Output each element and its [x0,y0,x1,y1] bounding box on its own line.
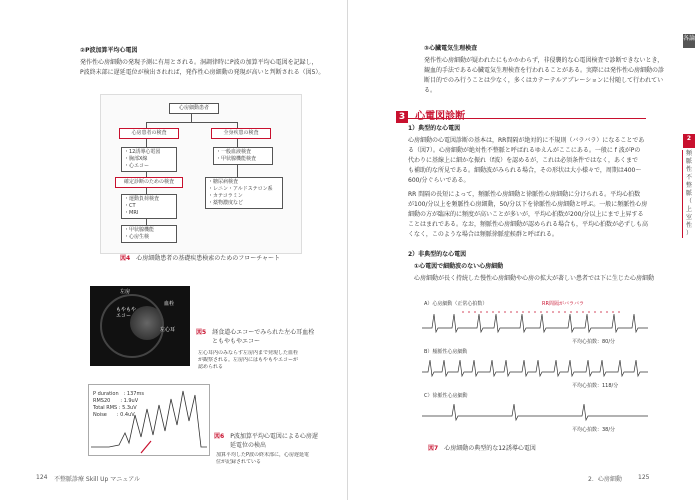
paragraph-line: 断目的でのみ行うことは少なく，多くはカテーテルアブレーションに付随して行われてい [424,77,664,84]
echo-label: 左心耳 [160,327,176,333]
paragraph-line: る（図7）。心房細動が絶対性不整脈と呼ばれるゆえんがここにある。一般に f 波がPの [408,147,641,154]
paragraph-line: 600/分ぐらいである。 [408,177,470,184]
footer-chapter: 2．心房細動 [588,476,622,483]
paragraph-line: くなく，このような場合は頻脈徐脈症候群と呼ばれる。 [408,231,558,238]
page-number: 125 [638,474,650,481]
echo-image [90,286,190,366]
flow-left-sub-header: 確定診断のための検査 [115,177,183,188]
ecg-figure [422,300,648,440]
ecg-c-rate: 平均心拍数：38/分 [572,427,616,433]
paragraph-line: が100/分以上を頻脈性心房細動，50/分以下を徐脈性心房細動と呼ぶ。一般に頻脈性心房 [408,201,648,208]
flow-left-items: ・12誘導心電図 ・胸部X線 ・心エコー [121,147,177,172]
echo-label: もやもや [116,307,137,313]
subsection-heading: 1）典型的な心電図 [408,125,461,132]
ecg-b-label: B）頻脈性心房細動 [424,349,468,355]
paragraph-line: も補助的な所見である。細動波がみられる場合，その形状は大小様々で，周期は400～ [408,167,642,174]
paragraph-line: 心房細動の心電図診断の基本は，RR間隔が絶対的に不規則（バラバラ）になることであ [408,137,645,144]
figure-5-caption: 図5 経食道心エコーでみられた左心耳血栓 [196,329,315,336]
paragraph-line: RR 間隔の長短によって，頻脈性心房細動と徐脈性心房細動に分けられる。平均心拍数 [408,191,641,198]
paragraph-line: 細動の方が臨床的に頻度が高いことが多いが，平均心拍数が200/分以上にまで上昇する [408,211,644,218]
paragraph-line: P波終末部に遅延電位が検出されれば，発作性心房細動の発現が高いと判断される（図5）。 [80,69,325,76]
paragraph-line: 発作性心房細動が疑われたにもかかわらず，非侵襲的な心電図検査で診断できないとき， [424,57,664,64]
figure-5-caption-line: ともやもやエコー [212,338,261,345]
section-heading: ②P波加算平均心電図 [80,47,138,54]
ecg-c-label: C）徐脈性心房細動 [424,393,468,399]
saecg-param: Total RMS : 5.3uV [93,405,137,411]
echo-label: 左房 [120,289,131,295]
figure-6-note: 位が記録されている [216,459,262,465]
subsection-heading: ①心電図で細動波のない心房細動 [414,263,504,270]
side-tab-text: 頻 脈 性 不 整 脈 （ 上 室 性 ） [682,150,695,238]
figure-7-caption: 図7 心房細動の典型的な12誘導心電図 [428,445,536,452]
right-page [348,0,695,500]
footer-title: 不整脈診療 Skill Up マニュアル [54,476,140,483]
flow-left-sub-items: ・運動負荷検査 ・CT ・MRI [121,194,177,219]
flowchart-figure [100,94,302,254]
figure-6-caption: 図6 P波加算平均心電図による心房遅 [214,433,318,440]
section-title: 心電図診断 [415,111,466,122]
echo-label: エコー [116,313,132,319]
flow-right-header: 全身疾患の検査 [211,128,271,139]
paragraph-line: る。 [424,87,437,94]
echo-label: 血栓 [164,301,175,307]
flow-right-items: ・一般血液検査 ・甲状腺機能検査 [213,147,273,165]
figure-4-caption: 図4 心房細動患者の基礎疾患検索のためのフローチャート [120,255,281,262]
ecg-b-rate: 平均心拍数：118/分 [572,383,619,389]
figure-5-note: 左心耳内のみならず左房内まで発現した血栓 [198,350,299,356]
figure-6-caption-line: 延電位の検出 [230,442,267,449]
figure-5-note: が観察される。左房内にはもやもやエコーが [198,357,299,363]
flow-right-sub-items: ・糖尿病検査 ・レニン・アルドステロン系 ・カテコラミン ・薬物濃度など [205,177,283,209]
ecg-a-rate: 平均心拍数：80/分 [572,339,616,345]
subsection-heading: ③心臓電気生理検査 [424,45,478,52]
subsection-heading: 2）非典型的な心電図 [408,251,467,258]
paragraph-line: 観血的手法である心臓電気生理検査を行われることがある。実際には発作性心房細動の診 [424,67,665,74]
figure-5-note: 認められる [198,364,224,370]
saecg-param: P duration : 137ms [93,391,144,397]
saecg-plot [88,384,210,456]
side-tab-top: 各論 [683,34,695,48]
saecg-param: RMS20 : 1.9uV [93,398,139,404]
paragraph-line: 心房細動が長く持続した慢性心房細動や心房の拡大が著しい患者では下に生じた心房細動 [414,275,655,282]
flow-left-bottom: ・甲状腺機能 ・心房生検 [121,225,177,243]
page-number: 124 [36,474,48,481]
section-number: 3 [396,111,408,123]
paragraph-line: 代わりに基線上に細かな振れ（f波）を認めるが，これは必須条件ではなく，あくまで [408,157,638,164]
side-tab-number: 2 [683,134,695,148]
figure-6-note: 加算平均したP波の終末部に，心房遅延電 [216,452,310,458]
section-heading [396,104,646,122]
flow-left-header: 心房患者の検査 [119,128,179,139]
ecg-a-label: A）心房細動（正常心拍数） [424,301,488,307]
paragraph-line: ことはまれである。なお，頻脈性心房細動が認められる場合も，平均心拍数が必ずしも高 [408,221,649,228]
saecg-param: Noise : 0.4uV [93,412,135,418]
ecg-a-note: RR間隔がバラバラ [542,301,584,307]
flow-top-node: 心房細動患者 [169,103,219,114]
paragraph-line: 発作性心房細動の発現予測に有用とされる。洞調律時にP波の加算平均心電図を記録し， [80,59,318,66]
